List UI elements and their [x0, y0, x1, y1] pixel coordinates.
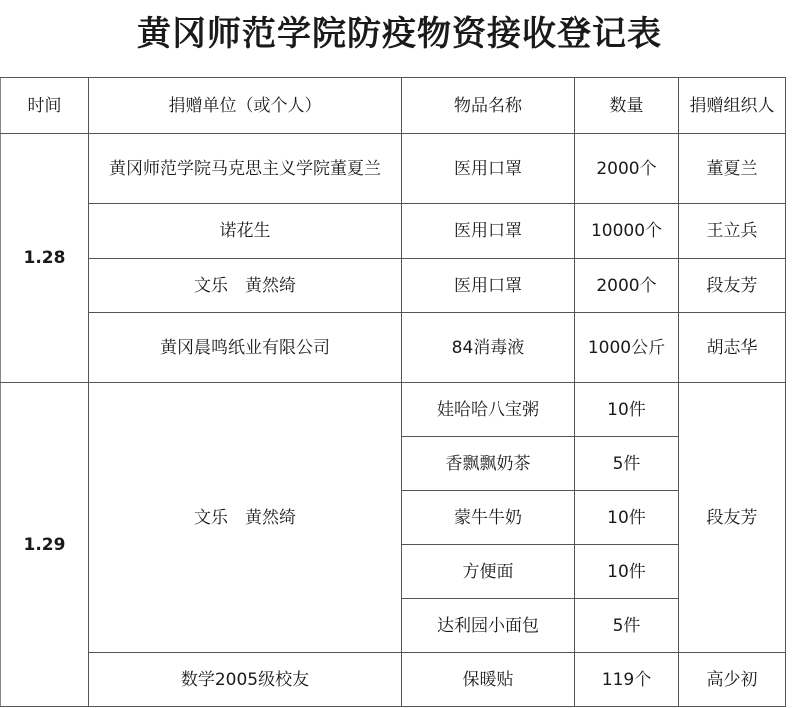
organizer-cell: 董夏兰 — [679, 134, 786, 204]
item-cell: 香飘飘奶茶 — [402, 437, 575, 491]
quantity-cell: 10件 — [575, 491, 679, 545]
table-row — [1, 204, 786, 259]
table-row — [1, 653, 786, 707]
quantity-cell: 2000个 — [575, 259, 679, 313]
header-donor: 捐赠单位（或个人） — [89, 78, 402, 134]
organizer-cell: 段友芳 — [679, 383, 786, 653]
time-cell: 1.28 — [1, 134, 89, 383]
quantity-cell: 5件 — [575, 437, 679, 491]
quantity-cell: 10000个 — [575, 204, 679, 259]
table-row — [1, 259, 786, 313]
time-cell: 1.29 — [1, 383, 89, 707]
item-cell: 84消毒液 — [402, 313, 575, 383]
item-cell: 医用口罩 — [402, 134, 575, 204]
donor-cell: 文乐 黄然绮 — [89, 383, 402, 653]
quantity-cell: 119个 — [575, 653, 679, 707]
header-organizer: 捐赠组织人 — [679, 78, 786, 134]
organizer-cell: 胡志华 — [679, 313, 786, 383]
donor-cell: 数学2005级校友 — [89, 653, 402, 707]
quantity-cell: 1000公斤 — [575, 313, 679, 383]
item-cell: 方便面 — [402, 545, 575, 599]
quantity-cell: 2000个 — [575, 134, 679, 204]
page-title: 黄冈师范学院防疫物资接收登记表 — [137, 14, 662, 54]
table-row — [1, 313, 786, 383]
item-cell: 娃哈哈八宝粥 — [402, 383, 575, 437]
header-quantity: 数量 — [575, 78, 679, 134]
item-cell: 医用口罩 — [402, 204, 575, 259]
header-row — [1, 78, 786, 134]
item-cell: 保暖贴 — [402, 653, 575, 707]
organizer-cell: 王立兵 — [679, 204, 786, 259]
donor-cell: 黄冈师范学院马克思主义学院董夏兰 — [89, 134, 402, 204]
table-row — [1, 383, 786, 437]
organizer-cell: 高少初 — [679, 653, 786, 707]
quantity-cell: 5件 — [575, 599, 679, 653]
header-item: 物品名称 — [402, 78, 575, 134]
quantity-cell: 10件 — [575, 545, 679, 599]
item-cell: 蒙牛牛奶 — [402, 491, 575, 545]
table-row — [1, 134, 786, 204]
donor-cell: 黄冈晨鸣纸业有限公司 — [89, 313, 402, 383]
quantity-cell: 10件 — [575, 383, 679, 437]
donation-table — [0, 77, 786, 707]
organizer-cell: 段友芳 — [679, 259, 786, 313]
item-cell: 医用口罩 — [402, 259, 575, 313]
header-time: 时间 — [1, 78, 89, 134]
donor-cell: 诺花生 — [89, 204, 402, 259]
donor-cell: 文乐 黄然绮 — [89, 259, 402, 313]
item-cell: 达利园小面包 — [402, 599, 575, 653]
